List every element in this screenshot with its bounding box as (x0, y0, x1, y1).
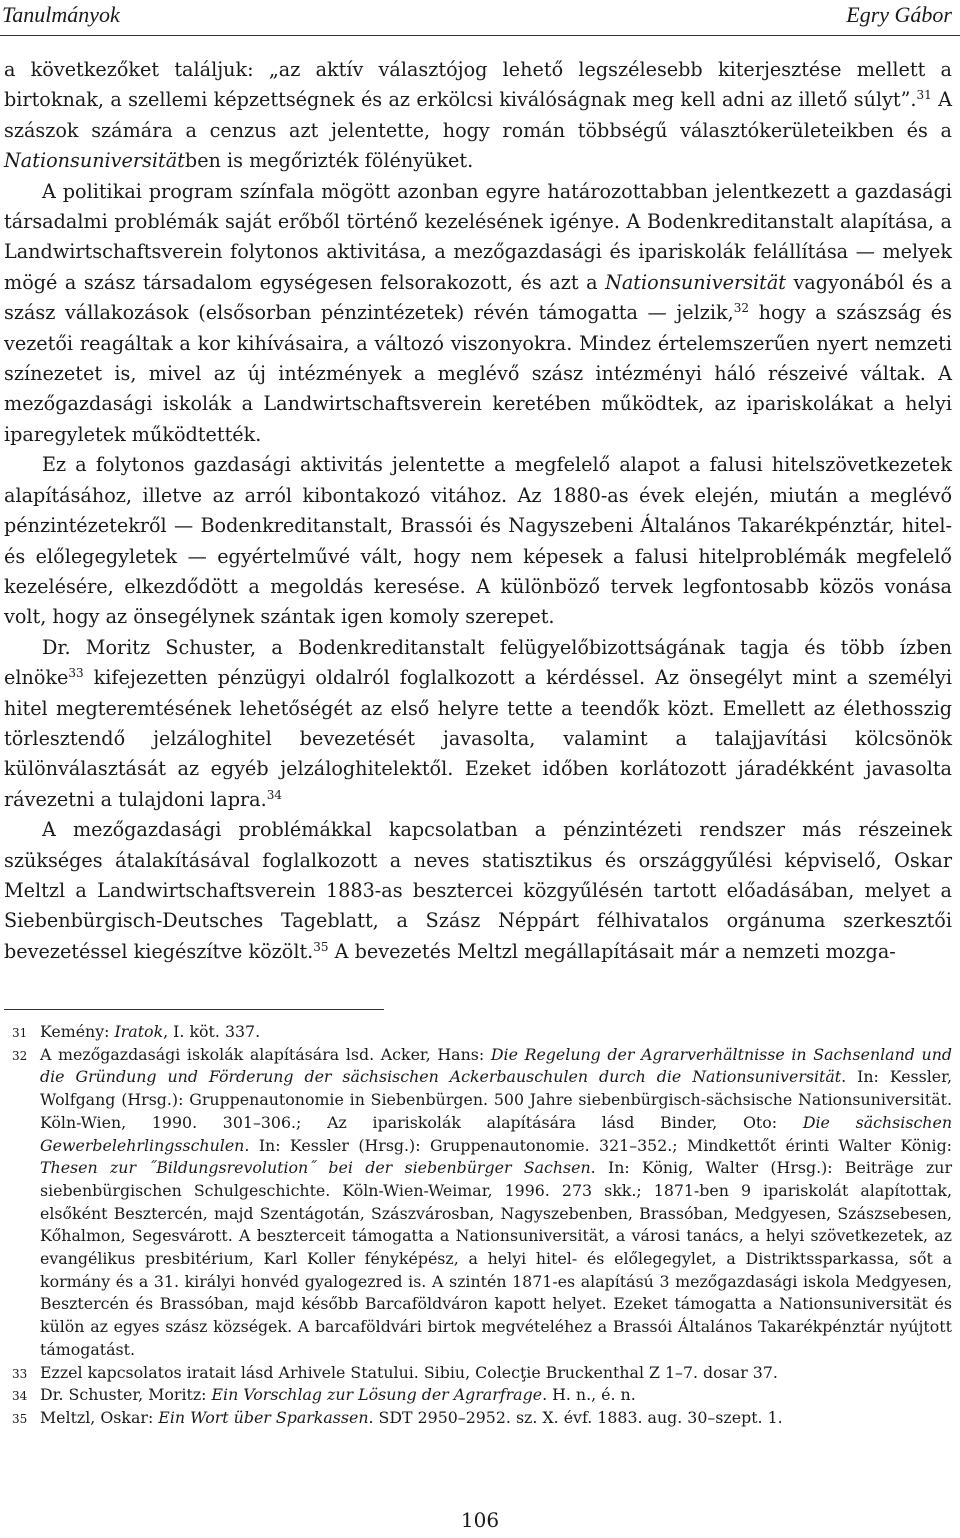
author-name: Egry Gábor (846, 2, 952, 27)
paragraph-5: A mezőgazdasági problémákkal kapcsolatban a pénzintézeti rendszer más részeinek szükséges átalakításával foglalkozott a neves statisztikus és országgyűlési képviselő, Oskar Meltzl a Landwirtschaftsverein 1883-as besztercei közgyűlésén tartott előadásában, melyet a Siebenbürgisch-Deutsches Tageblatt, a Szász Néppárt félhivatalos orgánuma szerkesztői bevezetéssel kiegészítve közölt.$^{35}$ A bevezetés Meltzl megállapításait már a nemzeti mozga- (4, 818, 952, 963)
paragraph-1: a következőket találjuk: „az aktív választójog lehető legszélesebb kiterjesztése mellett a birtoknak, a szellemi képzettségnek és az erkölcsi kiválóságnak meg kell adni az illető súlyt”.$^{31}$ A szászok számára a cenzus azt jelentette, hogy román többségű választókerületeikben és a Nationsuniversitätben is megőrizték fölényüket. (4, 58, 952, 173)
footnotes (4, 1021, 952, 1430)
footnote-34: 34 Dr. Schuster, Moritz: Ein Vorschlag zur Lösung der Agrarfrage. H. n., é. n. (12, 1385, 636, 1405)
main-text (4, 55, 952, 967)
footnote-ref-33[interactable]: 33 (68, 666, 84, 681)
footnote-35: 35 Meltzl, Oskar: Ein Wort über Sparkassen. SDT 2950–2952. sz. X. évf. 1883. aug. 30–szept. 1. (12, 1407, 783, 1427)
footnote-ref-35[interactable]: 35 (313, 939, 329, 954)
footnote-ref-32[interactable]: 32 (733, 301, 750, 316)
footnote-ref-31[interactable]: 31 (916, 88, 932, 103)
running-header (0, 0, 960, 34)
paragraph-3: Ez a folytonos gazdasági aktivitás jelentette a megfelelő alapot a falusi hitelszövetkezetek alapításához, illetve az arról kibontakozó vitához. Az 1880-as évek elején, miután a meglévő pénzintézetekről — Bodenkreditanstalt, Brassói és Nagyszebeni Általános Takarékpénztár, hitel- és előlegegyletek — egyértelművé vált, hogy nem képesek a falusi hitelproblémák megfelelő kezelésére, elkezdődött a megoldás keresése. A különböző tervek legfontosabb közös vonása volt, hogy az önsegélynek szántak igen komoly szerepet. (4, 453, 952, 629)
section-title: Tanulmányok (2, 2, 120, 27)
footnote-31: 31 Kemény: Iratok, I. köt. 337. (12, 1022, 261, 1041)
paragraph-4: Dr. Moritz Schuster, a Bodenkreditanstalt felügyelőbizottságának tagja és több ízben elnöke$^{33}$ kifejezetten pénzügyi oldalról foglalkozott a kérdéssel. Az önsegélyt mint a személyi hitel megteremtésének lehetőségét az első helyre tette a teendők közt. Emellett az élethosszig törlesztendő jelzáloghitel bevezetését javasolta, valamint a talajjavítási kölcsönök különválasztását az egyéb jelzáloghitelektől. Ezeket időben korlátozott járadékként javasolta rávezetni a tulajdoni lapra.$^{34}$ (4, 635, 952, 811)
footnote-divider (4, 1009, 384, 1010)
footnote-32: 32 A mezőgazdasági iskolák alapítására lsd. Acker, Hans: Die Regelung der Agrarverhältnisse in Sachsenland und die Gründung und Förderung der sächsischen Ackerbauschulen durch die Nationsuniversität. In: Kessler, Wolfgang (Hrsg.): Gruppenautonomie in Siebenbürgen. 500 Jahre siebenbürgisch-sächsische Nationsuniversität. Köln-Wien, 1990. 301–306.; Az ipariskolák alapítására lásd Binder, Oto: Die sächsischen Gewerbelehrlingsschulen. In: Kessler (Hrsg.): Gruppenautonomie. 321–352.; Mindkettőt érinti Walter König: Thesen zur ˝Bildungsrevolution˝ bei der siebenbürger Sachsen. In: König, Walter (Hrsg.): Beiträge zur siebenbürgischen Schulgeschichte. Köln-Wien-Weimar, 1996. 273 skk.; 1871-ben 9 ipariskolát alapítottak, elsőként Besztercén, majd Szentágotán, Szászvárosban, Nagyszebenben, Brassóban, Medgyesen, Szászsebesen, Kőhalmon, Segesvárott. A beszterceit támogatta a Nationsuniversität, a városi tanács, a helyi szövetkezetek, az evangélikus presbitérium, Karl Koller fényképész, a helyi hitel- és előlegegylet, a Distriktssparkassa, sőt a kormány és a 31. királyi honvéd gyalogezred is. A szintén 1871-es alapítású 3 mezőgazdasági iskola Medgyesen, Besztercén és Brassóban, majd később Barcaföldváron kapott helyet. Ezeket támogatta a Nationsuniversität és külön az egyes szász községek. A barcaföldvári birtok megvételéhez a Brassói Általános Takarékpénztár nyújtott támogatást. (12, 1044, 952, 1359)
paragraph-2: A politikai program színfala mögött azonban egyre határozottabban jelentkezett a gazdasági társadalmi problémák saját erőből történő kezelésének igénye. A Bodenkreditanstalt alapítása, a Landwirtschaftsverein folytonos aktivitása, a mezőgazdasági és ipariskolák felállítása — melyek mögé a szász társadalom egységesen felsorakozott, és azt a Nationsuniversität vagyonából és a szász vállakozások (elsősorban pénzintézetek) révén támogatta — jelzik,$^{32}$ hogy a szászság és vezetői reagáltak a kor kihívásaira, a változó viszonyokra. Mindez értelemszerűen nyert nemzeti színezetet is, mivel az új intézmények a meglévő szász intézményi háló részeivé váltak. A mezőgazdasági iskolák a Landwirtschaftsverein keretében működtek, az ipariskolákat a helyi iparegyletek működtették. (4, 179, 952, 446)
footnote-33: 33 Ezzel kapcsolatos iratait lásd Arhivele Statului. Sibiu, Colecţie Bruckenthal Z 1–7. dosar 37. (12, 1362, 778, 1382)
header-divider (0, 35, 960, 36)
footnote-ref-34[interactable]: 34 (266, 787, 282, 802)
page-number: 106 (460, 1508, 500, 1532)
